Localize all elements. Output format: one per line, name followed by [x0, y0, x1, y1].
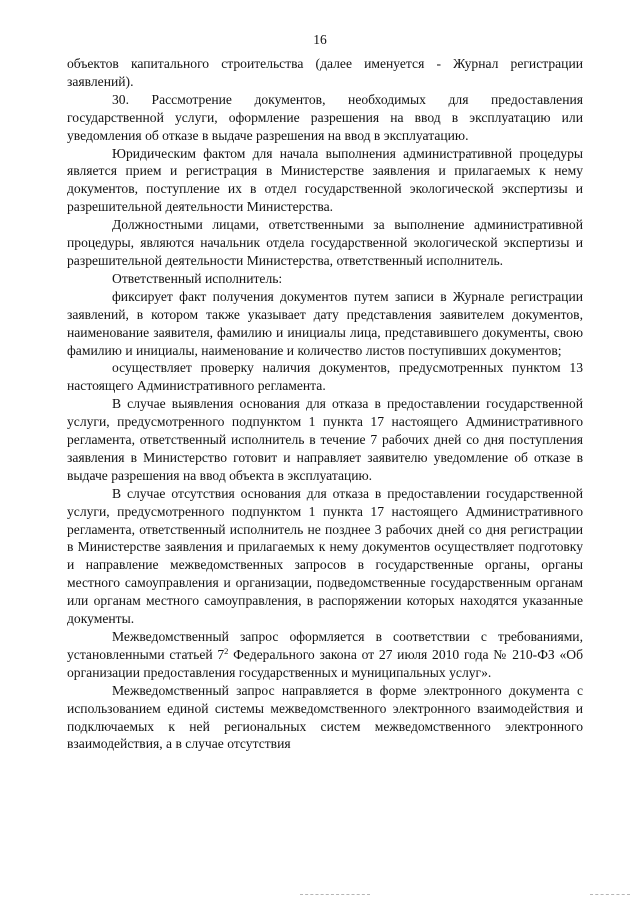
paragraph-no-refusal-case: В случае отсутствия основания для отказа в предоставлении государственной услуги, предусмотренного подпунктом 1 пункта 17 настоящего Административного регламента, ответственный исполнитель не позднее 3 рабочих дней со дня регистрации в Министерстве заявления и прилагаемых к нему документов осуществляет подготовку и направление межведомственных запросов в государственные органы, органы местного самоуправления и организации, подведомственные государственным органам или органам местного самоуправления, в распоряжении которых находятся указанные документы. — [67, 485, 583, 627]
paragraph-request-delivery: Межведомственный запрос направляется в форме электронного документа с использованием единой системы межведомственного электронного взаимодействия и подключаемых к ней региональных систем межведомственного электронного взаимодействия, а в случае отсутствия — [67, 682, 583, 752]
paragraph-request-form — [67, 628, 583, 682]
paragraph-refusal-case: В случае выявления основания для отказа в предоставлении государственной услуги, предусмотренного подпунктом 1 пункта 17 настоящего Административного регламента, ответственный исполнитель в течение 7 рабочих дней со дня поступления заявления в Министерство готовит и направляет заявителю уведомление об отказе в выдаче разрешения на ввод объекта в эксплуатацию. — [67, 396, 583, 483]
paragraph-continuation: объектов капитального строительства (далее именуется - Журнал регистрации заявлений). — [67, 56, 583, 89]
paragraph-legal-fact: Юридическим фактом для начала выполнения административной процедуры является прием и регистрация в Министерстве заявления и прилагаемых к нему документов, поступление их в отдел государственной экологической экспертизы и разрешительной деятельности Министерства. — [67, 145, 583, 215]
paragraph-checks: осуществляет проверку наличия документов, предусмотренных пунктом 13 настоящего Административного регламента. — [67, 360, 583, 394]
page-number: 16 — [313, 32, 327, 47]
paragraph-registers: фиксирует факт получения документов путем записи в Журнале регистрации заявлений, в котором также указывает дату представления заявителем документов, наименование заявителя, фамилию и инициалы лица, представившего документы, свою фамилию и инициалы, наименование и количество листов поступивших документов; — [67, 288, 583, 358]
request-form-text-start: Межведомственный запрос оформляется в соответствии с требованиями, установленными статьей 7 — [67, 629, 583, 662]
paragraph-executor-heading: Ответственный исполнитель: — [112, 270, 283, 286]
scan-artifact-line — [590, 894, 630, 895]
scan-artifact-line — [300, 894, 370, 895]
document-body — [67, 55, 583, 753]
article-superscript: 2 — [224, 645, 229, 656]
paragraph-item-30: 30. Рассмотрение документов, необходимых для предоставления государственной услуги, оформление разрешения на ввод в эксплуатацию или уведомления об отказе в выдаче разрешения на ввод в эксплуатацию. — [67, 91, 583, 143]
paragraph-officials: Должностными лицами, ответственными за выполнение административной процедуры, являются начальник отдела государственной экологической экспертизы и разрешительной деятельности Министерства, ответственный исполнитель. — [67, 217, 583, 268]
request-form-text-end: Федерального закона от 27 июля 2010 года № 210-ФЗ «Об организации предоставления государственных и муниципальных услуг». — [67, 646, 583, 680]
